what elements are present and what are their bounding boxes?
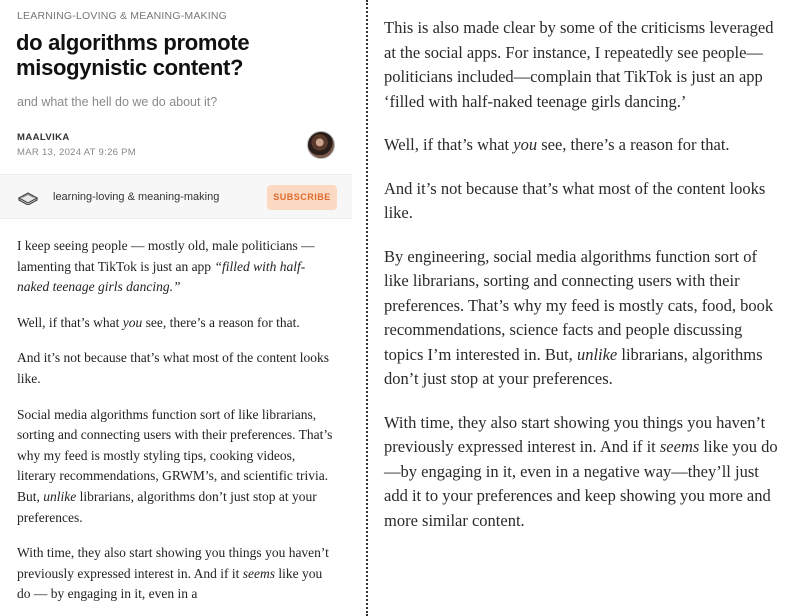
- right-paragraph-3: And it’s not because that’s what most of the content looks like.: [384, 178, 766, 222]
- author-avatar[interactable]: [307, 131, 335, 159]
- right-paragraph-2: Well, if that’s what you see, there’s a reason for that.: [384, 135, 730, 154]
- left-paragraph-2: Well, if that’s what you see, there’s a reason for that.: [17, 314, 300, 330]
- post-subtitle: and what the hell do we do about it?: [17, 95, 218, 109]
- left-paragraph-4: Social media algorithms function sort of like librarians, sorting and connecting users with their preferences. That’s why my feed is mostly styling tips, cooking videos, literary recommendations, GRWM’s, and scientific trivia. But, unlike librarians, algorithms don’t just stop at your preferences.: [17, 406, 333, 525]
- right-paragraph-5: With time, they also start showing you things you haven’t previously expressed interest in. And if it seems like you do—by engaging in it, even in a negative way—they’ll just add it to your preferences and keep showing you more and more similar content.: [384, 412, 778, 530]
- right-article-screenshot: [372, 0, 800, 616]
- publication-name[interactable]: learning-loving & meaning-making: [53, 191, 220, 203]
- left-paragraph-1: I keep seeing people — mostly old, male politicians — lamenting that TikTok is just an app “filled with half-naked teenage girls dancing.”: [17, 238, 315, 295]
- publication-kicker[interactable]: LEARNING-LOVING & MEANING-MAKING: [17, 10, 228, 22]
- dotted-divider: [366, 0, 368, 616]
- left-paragraph-5: With time, they also start showing you things you haven’t previously expressed interest in. And if it seems like you do — by engaging in it, even in a: [17, 545, 329, 602]
- publication-bar: [0, 174, 352, 219]
- right-paragraph-1: This is also made clear by some of the criticisms leveraged at the social apps. For instance, I repeatedly see people—politicians included—complain that TikTok is just an app ‘filled with half-naked teenage girls dancing.’: [384, 18, 774, 111]
- subscribe-button[interactable]: SUBSCRIBE: [267, 185, 337, 210]
- right-paragraph-4: By engineering, social media algorithms function sort of like librarians, sorting and connecting users with their preferences. That’s why my feed is mostly cats, food, book recommendations, science facts and people discussing topics I’m interested in. But, unlike librarians, algorithms don’t just stop at your preferences.: [384, 246, 774, 388]
- left-paragraph-3: And it’s not because that’s what most of the content looks like.: [17, 350, 329, 386]
- right-article-body: [384, 16, 784, 552]
- author-name[interactable]: MAALVIKA: [17, 132, 70, 143]
- left-article-screenshot: [0, 0, 354, 616]
- post-date: MAR 13, 2024 AT 9:26 PM: [17, 147, 137, 158]
- left-article-body: [17, 236, 337, 616]
- post-title: do algorithms promote misogynistic content?: [16, 30, 250, 80]
- book-stack-icon[interactable]: [17, 189, 39, 205]
